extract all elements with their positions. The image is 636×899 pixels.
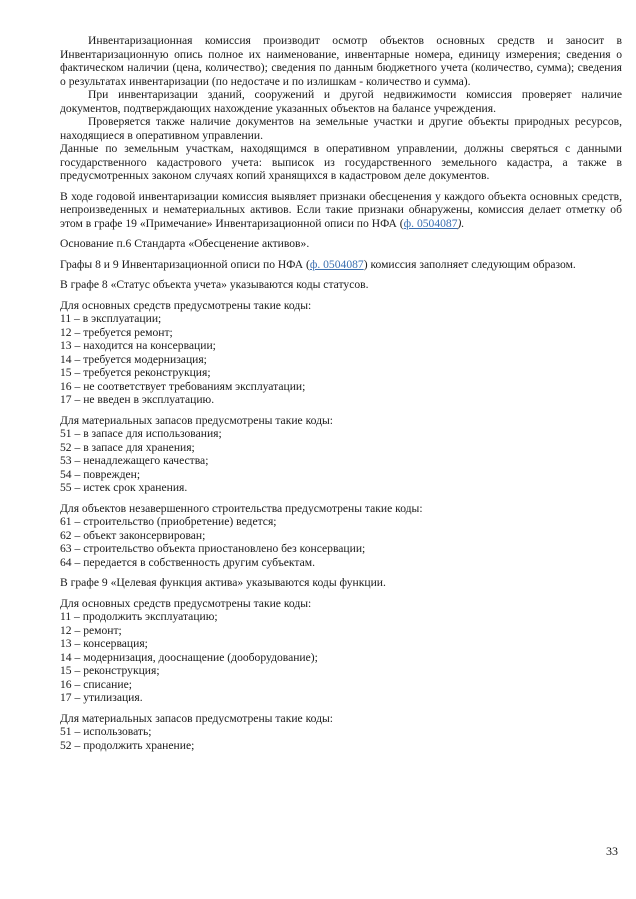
list-item: 13 – консервация; [60, 637, 148, 650]
paragraph-land-plots: Данные по земельным участкам, находящимся в оперативном управлении, должны сверяться с данными государственного кадастрового учета: выписок из государственного земельного кадастра, а также в предусмотренных законом случаях копий хранящихся в кадастровом деле документов. [60, 142, 622, 182]
list-item: 62 – объект законсервирован; [60, 528, 206, 542]
heading-ns-status-codes: Для объектов незавершенного строительства предусмотрены такие коды: [60, 501, 423, 515]
paragraph-buildings: При инвентаризации зданий, сооружений и другой недвижимости комиссия проверяет наличие документов, подтверждающих нахождение указанных объектов на балансе учреждения. [60, 88, 622, 115]
list-item: 17 – утилизация. [60, 691, 143, 704]
form-0504087-link[interactable]: ф. 0504087 [309, 257, 364, 271]
os-function-code-list [60, 610, 622, 705]
list-item: 11 – в эксплуатации; [60, 312, 162, 325]
paragraph-commission-inspection: Инвентаризационная комиссия производит осмотр объектов основных средств и заносит в Инвентаризационную опись полное их наименование, инвентарные номера, единицу измерения; сведения о фактическом наличии (цена, количество); сведения по данным бюджетного учета (количество, сумма); сведения о результатах инвентаризации (по недостаче и по излишкам - количество и сумма). [60, 34, 622, 88]
list-item: 15 – реконструкция; [60, 664, 160, 677]
heading-mz-function-codes: Для материальных запасов предусмотрены такие коды: [60, 711, 334, 725]
list-item: 14 – модернизация, дооснащение (дооборудование); [60, 650, 318, 664]
heading-mz-status-codes: Для материальных запасов предусмотрены такие коды: [60, 413, 334, 427]
paragraph-impairment-end: ). [457, 216, 465, 230]
list-item: 55 – истек срок хранения. [60, 481, 188, 494]
paragraph-columns-text: Графы 8 и 9 Инвентаризационной описи по НФА ( [60, 257, 310, 271]
paragraph-standard-basis: Основание п.6 Стандарта «Обесценение активов». [60, 237, 310, 250]
heading-os-function-codes: Для основных средств предусмотрены такие коды: [60, 596, 312, 610]
os-status-code-list [60, 312, 622, 407]
list-item: 63 – строительство объекта приостановлено без консервации; [60, 542, 366, 555]
list-item: 12 – требуется ремонт; [60, 325, 173, 339]
list-item: 12 – ремонт; [60, 623, 122, 637]
paragraph-land-documents: Проверяется также наличие документов на земельные участки и другие объекты природных ресурсов, находящиеся в оперативном управлении. [60, 115, 622, 142]
document-body [60, 34, 622, 752]
list-item: 51 – использовать; [60, 725, 152, 738]
list-item: 61 – строительство (приобретение) ведется; [60, 515, 277, 528]
paragraph-impairment [60, 190, 622, 231]
list-item: 54 – поврежден; [60, 467, 141, 481]
list-item: 64 – передается в собственность другим субъектам. [60, 555, 315, 569]
mz-status-code-list [60, 427, 622, 495]
list-item: 53 – ненадлежащего качества; [60, 454, 209, 467]
list-item: 16 – не соответствует требованиям эксплуатации; [60, 379, 306, 393]
list-item: 13 – находится на консервации; [60, 339, 216, 352]
list-item: 51 – в запасе для использования; [60, 427, 222, 440]
paragraph-columns-8-9 [60, 258, 622, 272]
list-item: 11 – продолжить эксплуатацию; [60, 610, 218, 623]
paragraph-column-9: В графе 9 «Целевая функция актива» указываются коды функции. [60, 576, 386, 589]
list-item: 14 – требуется модернизация; [60, 352, 207, 366]
paragraph-columns-end: ) комиссия заполняет следующим образом. [363, 257, 576, 271]
page-number: 33 [606, 844, 618, 858]
list-item: 16 – списание; [60, 677, 132, 691]
list-item: 17 – не введен в эксплуатацию. [60, 393, 215, 406]
form-0504087-link[interactable]: ф. 0504087 [403, 216, 458, 230]
heading-os-status-codes: Для основных средств предусмотрены такие коды: [60, 298, 312, 312]
list-item: 52 – в запасе для хранения; [60, 440, 195, 454]
list-item: 52 – продолжить хранение; [60, 738, 195, 752]
paragraph-column-8: В графе 8 «Статус объекта учета» указываются коды статусов. [60, 278, 369, 291]
list-item: 15 – требуется реконструкция; [60, 366, 211, 379]
ns-status-code-list [60, 515, 622, 569]
mz-function-code-list [60, 725, 622, 752]
paragraph-impairment-text: В ходе годовой инвентаризации комиссия выявляет признаки обесценения у каждого объекта основных средств, непроизведенных и нематериальных активов. Если такие признаки обнаружены, комиссия делает отметку об этом в графе 19 «Примечание» Инвентаризационной описи по НФА ( [60, 189, 622, 230]
